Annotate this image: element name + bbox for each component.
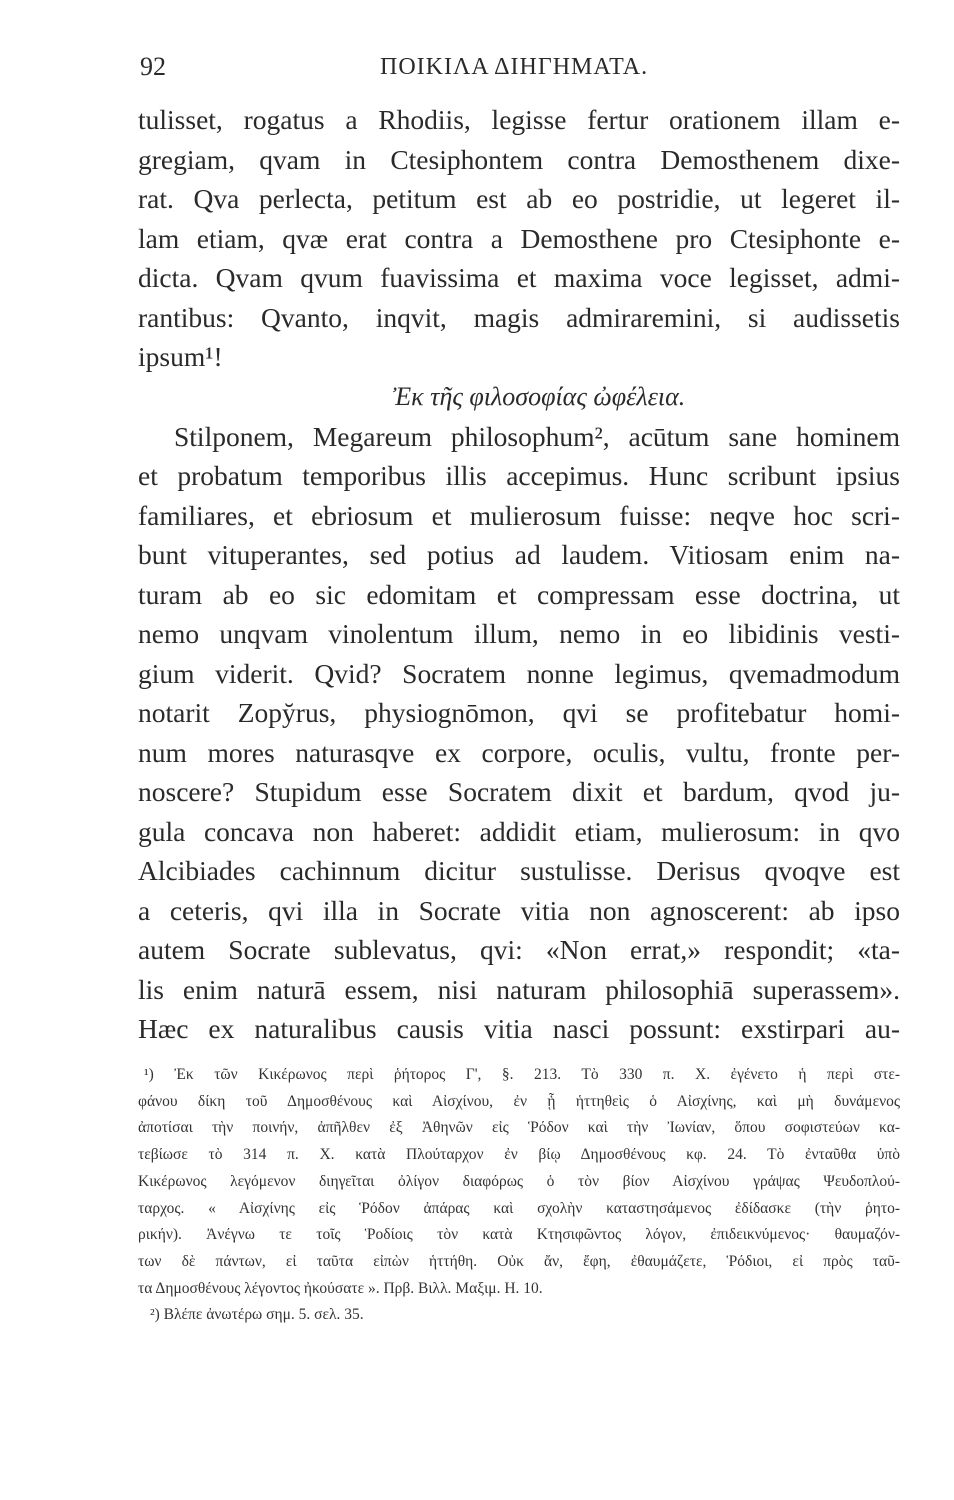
text-line: turam ab eo sic edomitam et compressam esse doctrina, ut — [138, 578, 900, 610]
section-heading: Ἐκ τῆς φιλοσοφίας ὠφέλεια. — [392, 381, 686, 411]
running-head: ΠΟΙΚΙΛΑ ΔΙΗΓΗΜΑΤΑ. — [380, 54, 649, 80]
text-line: Hæc ex naturalibus causis vitia nasci possunt: exstirpari au- — [138, 1013, 900, 1044]
text-line: rantibus: Qvanto, inqvit, magis admiraremini, si audissetis — [138, 301, 900, 333]
text-line: rat. Qva perlecta, petitum est ab eo postridie, ut legeret il- — [138, 183, 900, 214]
text-line: tulisset, rogatus a Rhodiis, legisse fertur orationem illam e- — [138, 104, 900, 135]
footnote-line: των δὲ πάντων, εἰ ταῦτα εἰπὼν ἡττήθη. Οὐκ ἄν, ἔφη, ἐθαυμάζετε, Ῥόδιοι, εἰ πρὸς ταῦ- — [138, 1252, 900, 1270]
footnotes — [138, 1062, 900, 1329]
text-line: et probatum temporibus illis accepimus. Hunc scribunt ipsius — [138, 460, 900, 491]
footnote-line: ἀποτίσαι τὴν ποινήν, ἀπῆλθεν ἐξ Ἀθηνῶν εἰς Ῥόδον καὶ τὴν Ἰωνίαν, ὅπου σοφιστεύων κα- — [138, 1119, 900, 1137]
text-line: noscere? Stupidum esse Socratem dixit et bardum, qvod ju- — [138, 776, 900, 807]
main-text — [138, 100, 900, 1049]
text-line: ipsum¹! — [138, 341, 223, 372]
footnote-line: ²) Βλέπε ἀνωτέρω σημ. 5. σελ. 35. — [150, 1306, 364, 1324]
footnote-line: ρικήν). Ἀνέγνω τε τοῖς Ῥοδίοις τὸν κατὰ Κτησιφῶντος λόγον, ἐπιδεικνύμενος· θαυμαζόν- — [138, 1226, 900, 1244]
text-line: lam etiam, qvæ erat contra a Demosthene pro Ctesiphonte e- — [138, 222, 900, 254]
text-line: a ceteris, qvi illa in Socrate vitia non agnoscerent: ab ipso — [138, 894, 900, 926]
footnote-line: Κικέρωνος λεγόμενον διηγεῖται ὀλίγον διαφόρως ὁ τὸν βίον Αἰσχίνου γράψας Ψευδοπλού- — [138, 1172, 900, 1190]
text-line: familiares, et ebriosum et mulierosum fuisse: neqve hoc scri- — [138, 499, 900, 531]
text-line: dicta. Qvam qvum fuavissima et maxima voce legisset, admi- — [138, 262, 900, 293]
text-line: gium viderit. Qvid? Socratem nonne legimus, qvemadmodum — [138, 657, 900, 689]
footnote-line: ταρχος. « Αἰσχίνης εἰς Ῥόδον ἀπάρας καὶ σχολὴν καταστησάμενος ἐδίδασκε (τὴν ῥητο- — [138, 1199, 900, 1217]
text-line: Stilponem, Megareum philosophum², acūtum sane hominem — [174, 420, 900, 452]
text-line: num mores naturasqve ex corpore, oculis, vultu, fronte per- — [138, 736, 900, 768]
footnote-line: φάνου δίκη τοῦ Δημοσθένους καὶ Αἰσχίνου, ἐν ᾗ ἡττηθεὶς ὁ Αἰσχίνης, καὶ μὴ δυνάμενος — [138, 1092, 900, 1110]
text-line: lis enim naturā essem, nisi naturam philosophiā superassem». — [138, 973, 900, 1005]
text-line: gula concava non haberet: addidit etiam, mulierosum: in qvo — [138, 815, 900, 847]
footnote-line: ¹) Ἐκ τῶν Κικέρωνος περὶ ῥήτορος Γ', §. 213. Τὸ 330 π. Χ. ἐγένετο ἡ περὶ στε- — [144, 1066, 900, 1083]
footnote-line: τα Δημοσθένους λέγοντος ἠκούσατε ». Πρβ. Βιλλ. Μαξιμ. Η. 10. — [138, 1279, 543, 1297]
text-line: Alcibiades cachinnum dicitur sustulisse. Derisus qvoqve est — [138, 855, 900, 886]
text-line: gregiam, qvam in Ctesiphontem contra Demosthenem dixe- — [138, 143, 900, 175]
text-line: nemo unqvam vinolentum illum, nemo in eo libidinis vesti- — [138, 618, 900, 649]
page-header — [140, 52, 900, 92]
text-line: notarit Zopy̆rus, physiognōmon, qvi se profitebatur homi- — [138, 697, 900, 728]
page-number: 92 — [140, 52, 166, 81]
text-line: bunt vituperantes, sed potius ad laudem. Vitiosam enim na- — [138, 539, 900, 570]
footnote-line: τεβίωσε τὸ 314 π. Χ. κατὰ Πλούταρχον ἐν βίῳ Δημοσθένους κφ. 24. Τὸ ἐνταῦθα ὑπὸ — [138, 1146, 900, 1164]
text-line: autem Socrate sublevatus, qvi: «Non errat,» respondit; «ta- — [138, 934, 900, 965]
